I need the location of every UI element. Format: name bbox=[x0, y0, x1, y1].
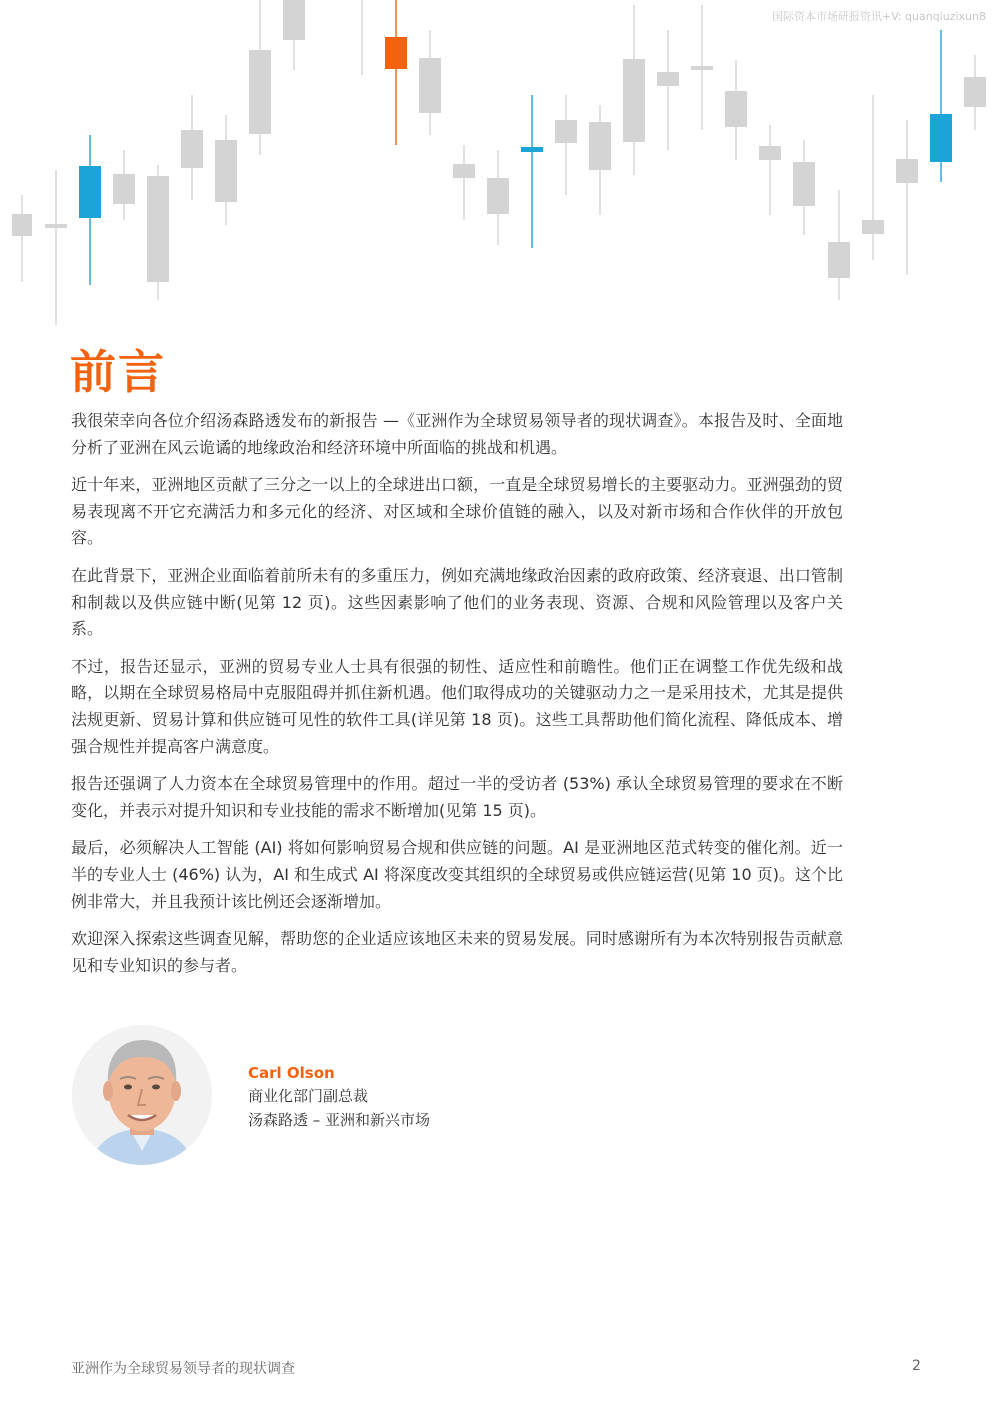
page-number: 2 bbox=[912, 1358, 921, 1374]
author-role: 商业化部门副总裁 bbox=[248, 1087, 369, 1105]
signature-block bbox=[248, 1062, 430, 1132]
paragraph: 我很荣幸向各位介绍汤森路透发布的新报告 —《亚洲作为全球贸易领导者的现状调查》。本报告及时、全面地分析了亚洲在风云诡谲的地缘政治和经济环境中所面临的挑战和机遇。 bbox=[71, 411, 843, 457]
paragraph: 不过，报告还显示，亚洲的贸易专业人士具有很强的韧性、适应性和前瞻性。他们正在调整工作优先级和战略，以期在全球贸易格局中克服阻碍并抓住新机遇。他们取得成功的关键驱动力之一是采用技术，尤其是提供法规更新、贸易计算和供应链可见性的软件工具(详见第 18 页)。这些工具帮助他们简化流程、降低成本、增强合规性并提高客户满意度。 bbox=[71, 656, 843, 756]
author-organization: 汤森路透 – 亚洲和新兴市场 bbox=[248, 1111, 431, 1129]
paragraph: 报告还强调了人力资本在全球贸易管理中的作用。超过一半的受访者 (53%) 承认全球贸易管理的要求在不断变化，并表示对提升知识和专业技能的需求不断增加(见第 15 页)。 bbox=[71, 774, 843, 820]
body-text bbox=[71, 408, 843, 990]
paragraph: 最后，必须解决人工智能 (AI) 将如何影响贸易合规和供应链的问题。AI 是亚洲地区范式转变的催化剂。近一半的专业人士 (46%) 认为，AI 和生成式 AI 将深度改变其组织的全球贸易或供应链运营(见第 10 页)。这个比例非常大，并且我预计该比例还会逐渐增加。 bbox=[71, 838, 843, 911]
watermark-text: 国际资本市场研报资讯+V: quanqiuzixun8 bbox=[771, 10, 986, 23]
page-title: 前言 bbox=[70, 345, 166, 399]
paragraph: 近十年来，亚洲地区贡献了三分之一以上的全球进出口额，一直是全球贸易增长的主要驱动力。亚洲强劲的贸易表现离不开它充满活力和多元化的经济、对区域和全球价值链的融入，以及对新市场和合作伙伴的开放包容。 bbox=[71, 475, 843, 548]
candlestick-banner bbox=[0, 0, 992, 330]
author-name: Carl Olson bbox=[248, 1064, 335, 1082]
paragraph: 在此背景下，亚洲企业面临着前所未有的多重压力，例如充满地缘政治因素的政府政策、经济衰退、出口管制和制裁以及供应链中断(见第 12 页)。这些因素影响了他们的业务表现、资源、合规和风险管理以及客户关系。 bbox=[71, 565, 843, 639]
paragraph: 欢迎深入探索这些调查见解，帮助您的企业适应该地区未来的贸易发展。同时感谢所有为本次特别报告贡献意见和专业知识的参与者。 bbox=[71, 929, 843, 975]
author-photo bbox=[72, 1025, 212, 1165]
footer-report-title: 亚洲作为全球贸易领导者的现状调查 bbox=[71, 1361, 295, 1377]
